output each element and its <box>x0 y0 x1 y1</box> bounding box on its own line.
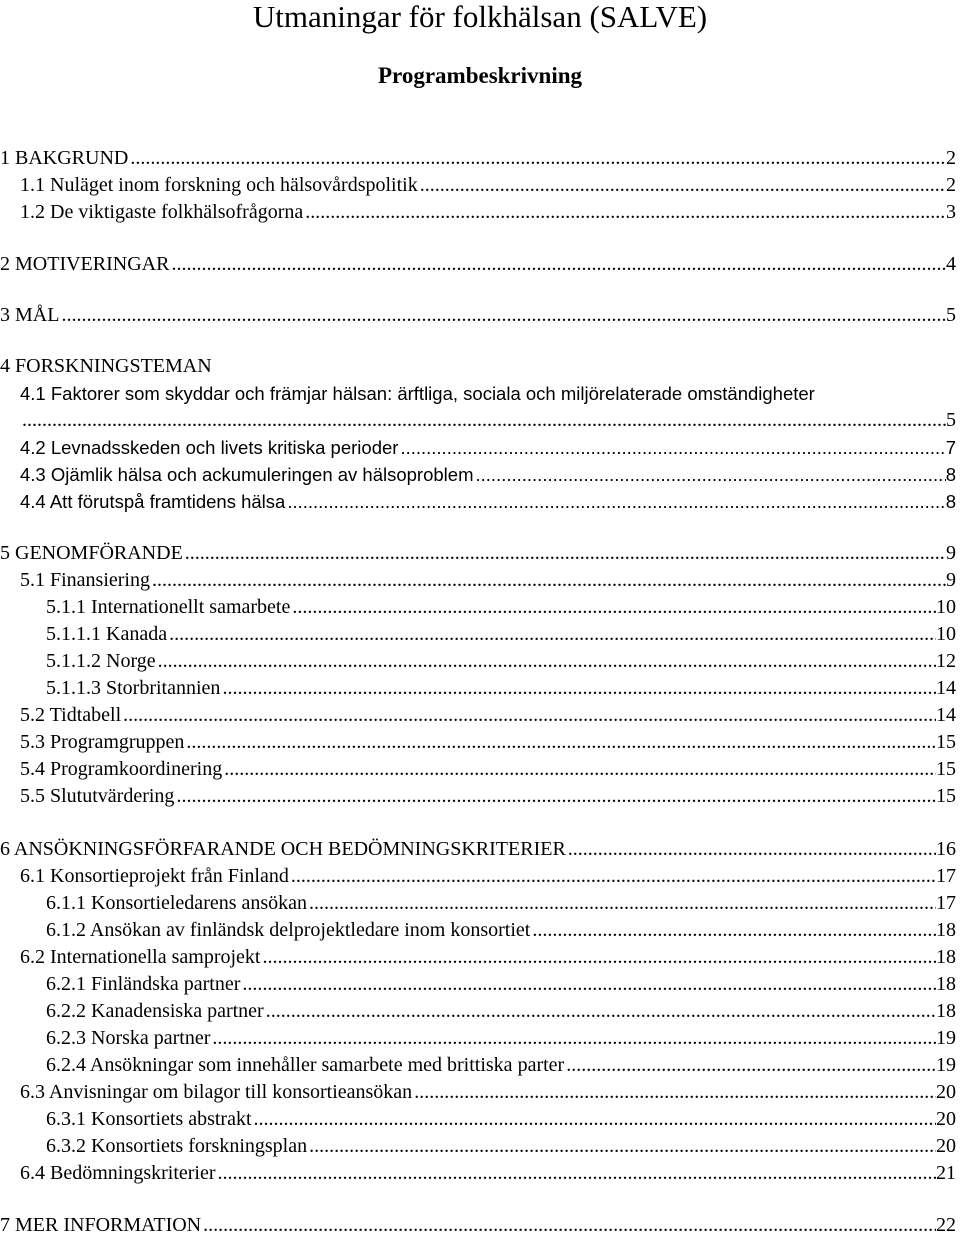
toc-entry[interactable] <box>0 145 956 172</box>
toc-entry-page-number: 21 <box>936 1162 956 1184</box>
toc-entry-page-number: 19 <box>936 1054 956 1076</box>
toc-entry-page-number: 15 <box>936 758 956 780</box>
toc-entry[interactable] <box>0 675 956 702</box>
toc-entry-page-number: 18 <box>936 919 956 941</box>
toc-entry-page-number: 17 <box>936 865 956 887</box>
toc-entry-page-number: 20 <box>936 1108 956 1130</box>
toc-entry[interactable] <box>0 567 956 594</box>
toc-entry[interactable] <box>0 944 956 971</box>
document-title: Utmaningar för folkhälsan (SALVE) <box>252 0 708 34</box>
toc-leader-dots <box>222 756 936 783</box>
toc-entry-label: 5.1 Finansiering <box>20 569 150 591</box>
toc-entry-label: 6.3 Anvisningar om bilagor till konsortieansökan <box>20 1081 413 1103</box>
toc-leader-dots <box>289 863 936 890</box>
toc-entry-label: 4 FORSKNINGSTEMAN <box>0 355 212 377</box>
toc-leader-dots <box>210 1025 936 1052</box>
toc-entry[interactable] <box>0 302 956 329</box>
toc-entry-page-number: 14 <box>936 677 956 699</box>
toc-entry-label: 2 MOTIVERINGAR <box>0 253 170 275</box>
toc-leader-dots <box>20 407 946 434</box>
toc-entry-label: 6.3.1 Konsortiets abstrakt <box>46 1108 252 1130</box>
toc-entry[interactable] <box>0 890 956 917</box>
toc-entry-label: 7 MER INFORMATION <box>0 1214 202 1236</box>
toc-entry[interactable] <box>0 729 956 756</box>
toc-leader-dots <box>252 1106 936 1133</box>
toc-entry[interactable] <box>0 1106 956 1133</box>
toc-entry[interactable] <box>0 434 956 461</box>
toc-leader-dots <box>398 434 945 461</box>
toc-entry-label: 6.1.2 Ansökan av finländsk delprojektledare inom konsortiet <box>46 919 531 941</box>
toc-entry[interactable] <box>0 407 956 434</box>
toc-leader-dots <box>566 836 936 863</box>
toc-entry[interactable] <box>0 917 956 944</box>
toc-entry-label: 3 MÅL <box>0 304 60 326</box>
toc-leader-dots <box>167 621 936 648</box>
toc-entry-label: 6.2.3 Norska partner <box>46 1027 211 1049</box>
toc-leader-dots <box>150 567 946 594</box>
toc-entry-page-number: 20 <box>936 1081 956 1103</box>
toc-entry-page-number: 3 <box>946 201 956 223</box>
toc-leader-dots <box>169 251 946 278</box>
toc-entry-label: 4.4 Att förutspå framtidens hälsa <box>20 491 286 512</box>
toc-leader-dots <box>285 488 945 515</box>
toc-entry[interactable] <box>0 353 956 380</box>
toc-entry[interactable] <box>0 251 956 278</box>
toc-entry-label: 4.1 Faktorer som skyddar och främjar hälsan: ärftliga, sociala och miljörelaterade omständigheter <box>20 383 815 404</box>
toc-entry-page-number: 18 <box>936 946 956 968</box>
toc-leader-dots <box>418 172 946 199</box>
toc-entry-page-number: 5 <box>946 304 956 326</box>
toc-entry-page-number: 19 <box>936 1027 956 1049</box>
toc-entry[interactable] <box>0 702 956 729</box>
toc-entry[interactable] <box>0 783 956 810</box>
toc-entry-label: 6.2.2 Kanadensiska partner <box>46 1000 264 1022</box>
toc-entry[interactable] <box>0 621 956 648</box>
toc-entry-page-number: 17 <box>936 892 956 914</box>
toc-entry-label: 5.1.1.3 Storbritannien <box>46 677 221 699</box>
toc-entry-label: 6.1.1 Konsortieledarens ansökan <box>46 892 308 914</box>
toc-leader-dots <box>264 998 936 1025</box>
toc-entry-page-number: 14 <box>936 704 956 726</box>
toc-entry-label: 6.1 Konsortieprojekt från Finland <box>20 865 289 887</box>
toc-entry[interactable] <box>0 1025 956 1052</box>
toc-entry-label: 6 ANSÖKNINGSFÖRFARANDE OCH BEDÖMNINGSKRITERIER <box>0 838 566 860</box>
toc-leader-dots <box>474 461 946 488</box>
toc-entry-page-number: 2 <box>946 174 956 196</box>
toc-leader-dots <box>59 302 946 329</box>
toc-entry[interactable] <box>0 199 956 226</box>
toc-entry-label: 4.3 Ojämlik hälsa och ackumuleringen av hälsoproblem <box>20 464 474 485</box>
toc-entry-page-number: 9 <box>946 569 956 591</box>
toc-entry[interactable] <box>0 1079 956 1106</box>
toc-leader-dots <box>174 783 936 810</box>
toc-entry[interactable] <box>0 1212 956 1239</box>
document-subtitle: Programbeskrivning <box>377 63 583 88</box>
toc-entry[interactable] <box>0 594 956 621</box>
toc-entry-page-number: 5 <box>946 409 956 431</box>
toc-entry[interactable] <box>0 756 956 783</box>
toc-entry-label: 6.2.4 Ansökningar som innehåller samarbete med brittiska parter <box>46 1054 565 1076</box>
toc-leader-dots <box>303 199 946 226</box>
toc-entry-page-number: 7 <box>945 437 956 458</box>
toc-leader-dots <box>307 890 936 917</box>
toc-entry[interactable] <box>0 971 956 998</box>
toc-leader-dots <box>216 1160 936 1187</box>
toc-entry-page-number: 4 <box>946 253 956 275</box>
toc-entry-label: 5 GENOMFÖRANDE <box>0 542 183 564</box>
toc-entry[interactable] <box>0 648 956 675</box>
toc-entry[interactable] <box>0 836 956 863</box>
toc-entry-label: 5.1.1 Internationellt samarbete <box>46 596 291 618</box>
toc-entry[interactable] <box>0 998 956 1025</box>
toc-leader-dots <box>260 944 936 971</box>
toc-entry[interactable] <box>0 488 956 515</box>
toc-leader-dots <box>183 540 946 567</box>
toc-leader-dots <box>201 1212 936 1239</box>
toc-entry-page-number: 18 <box>936 973 956 995</box>
toc-entry-page-number: 2 <box>946 147 956 169</box>
toc-entry-page-number: 8 <box>945 464 956 485</box>
toc-entry[interactable] <box>0 863 956 890</box>
toc-entry-label: 5.2 Tidtabell <box>20 704 122 726</box>
toc-entry-page-number: 8 <box>945 491 956 512</box>
toc-entry[interactable] <box>0 540 956 567</box>
toc-entry-page-number: 12 <box>936 650 956 672</box>
toc-entry[interactable] <box>0 172 956 199</box>
toc-entry[interactable] <box>0 1052 956 1079</box>
toc-entry-label: 5.4 Programkoordinering <box>20 758 223 780</box>
toc-entry-label: 1.1 Nuläget inom forskning och hälsovårdspolitik <box>20 174 418 196</box>
toc-leader-dots <box>307 1133 936 1160</box>
toc-leader-dots <box>220 675 936 702</box>
toc-entry-page-number: 10 <box>936 596 956 618</box>
toc-entry-page-number: 15 <box>936 785 956 807</box>
toc-entry-label: 6.2.1 Finländska partner <box>46 973 241 995</box>
toc-entry-page-number: 10 <box>936 623 956 645</box>
toc-entry-label: 5.1.1.2 Norge <box>46 650 156 672</box>
toc-entry-label: 5.5 Slututvärdering <box>20 785 175 807</box>
toc-entry-label: 1.2 De viktigaste folkhälsofrågorna <box>20 201 304 223</box>
toc-entry[interactable] <box>0 461 956 488</box>
toc-entry-page-number: 16 <box>936 838 956 860</box>
toc-leader-dots <box>156 648 936 675</box>
toc-entry-label: 6.2 Internationella samprojekt <box>20 946 261 968</box>
toc-leader-dots <box>412 1079 936 1106</box>
toc-leader-dots <box>240 971 936 998</box>
toc-entry[interactable] <box>0 1133 956 1160</box>
toc-leader-dots <box>121 702 936 729</box>
toc-entry[interactable] <box>0 1160 956 1187</box>
toc-leader-dots <box>530 917 936 944</box>
toc-entry-page-number: 9 <box>946 542 956 564</box>
toc-entry-page-number: 18 <box>936 1000 956 1022</box>
toc-entry-label: 5.1.1.1 Kanada <box>46 623 168 645</box>
toc-entry-page-number: 22 <box>936 1214 956 1236</box>
toc-entry-label: 6.3.2 Konsortiets forskningsplan <box>46 1135 308 1157</box>
toc-entry-label: 5.3 Programgruppen <box>20 731 185 753</box>
toc-entry-page-number: 20 <box>936 1135 956 1157</box>
toc-entry-label: 6.4 Bedömningskriterier <box>20 1162 216 1184</box>
toc-leader-dots <box>564 1052 936 1079</box>
toc-entry[interactable] <box>0 380 956 407</box>
toc-entry-label: 1 BAKGRUND <box>0 147 129 169</box>
toc-leader-dots <box>128 145 946 172</box>
toc-leader-dots <box>290 594 936 621</box>
toc-leader-dots <box>184 729 936 756</box>
toc-entry-page-number: 15 <box>936 731 956 753</box>
toc-entry-label: 4.2 Levnadsskeden och livets kritiska perioder <box>20 437 399 458</box>
